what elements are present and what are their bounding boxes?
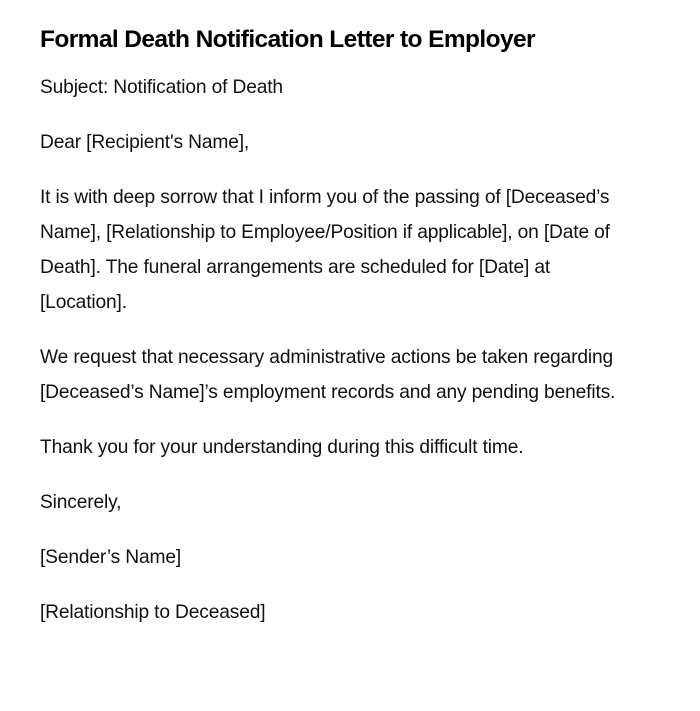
closing: Sincerely, [40, 492, 122, 513]
body-paragraph-request: We request that necessary administrative actions be taken regarding [Deceased’s Name]’s employment records and any pending benefits. [40, 347, 616, 403]
body-paragraph-notification: It is with deep sorrow that I inform you of the passing of [Deceased’s Name], [Relationship to Employee/Position if applicable], on [Date of Death]. The funeral arrangements are scheduled for [Date] at [Location]. [40, 187, 610, 313]
subject-line: Subject: Notification of Death [40, 77, 283, 98]
letter-document [40, 22, 640, 650]
sender-relationship: [Relationship to Deceased] [40, 602, 266, 623]
body-paragraph-thanks: Thank you for your understanding during this difficult time. [40, 437, 524, 458]
document-title: Formal Death Notification Letter to Employer [40, 26, 535, 53]
salutation: Dear [Recipient's Name], [40, 132, 250, 153]
sender-name: [Sender’s Name] [40, 547, 182, 568]
